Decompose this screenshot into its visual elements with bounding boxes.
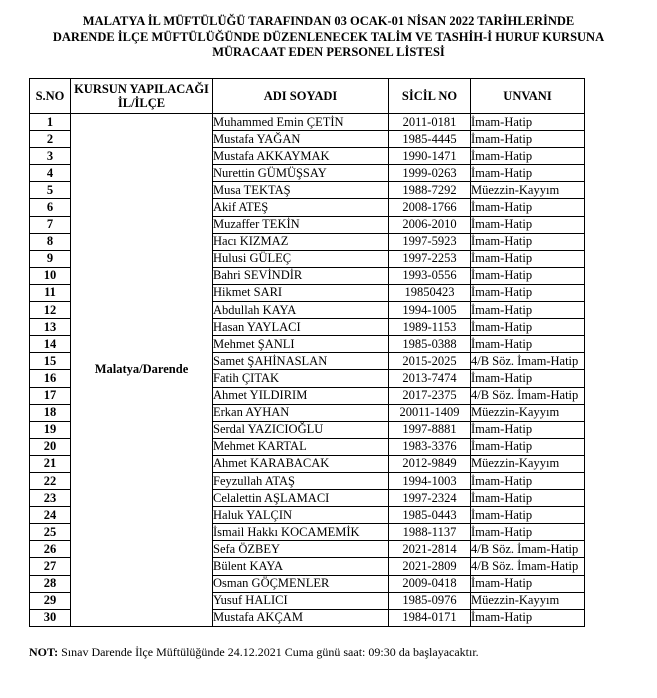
- cell-unvan: Müezzin-Kayyım: [471, 404, 585, 421]
- cell-sno: 20: [30, 438, 71, 455]
- cell-name: Abdullah KAYA: [213, 302, 389, 319]
- cell-unvan: İmam-Hatip: [471, 199, 585, 216]
- cell-sno: 22: [30, 472, 71, 489]
- cell-sno: 21: [30, 455, 71, 472]
- cell-sno: 14: [30, 336, 71, 353]
- header-location-line-1: KURSUN YAPILACAĞI: [74, 82, 209, 96]
- cell-name: Yusuf HALICI: [213, 592, 389, 609]
- cell-name: Mustafa AKÇAM: [213, 609, 389, 626]
- cell-location: Malatya/Darende: [71, 114, 213, 627]
- cell-name: Erkan AYHAN: [213, 404, 389, 421]
- header-sicil: SİCİL NO: [389, 79, 471, 114]
- cell-unvan: 4/B Söz. İmam-Hatip: [471, 541, 585, 558]
- cell-sicil: 2006-2010: [389, 216, 471, 233]
- cell-sicil: 2017-2375: [389, 387, 471, 404]
- cell-sicil: 1999-0263: [389, 165, 471, 182]
- cell-sno: 16: [30, 370, 71, 387]
- cell-sicil: 2013-7474: [389, 370, 471, 387]
- cell-sicil: 1988-7292: [389, 182, 471, 199]
- cell-sno: 1: [30, 114, 71, 131]
- title-line-3: MÜRACAAT EDEN PERSONEL LİSTESİ: [212, 45, 445, 59]
- cell-unvan: 4/B Söz. İmam-Hatip: [471, 353, 585, 370]
- cell-name: Hasan YAYLACI: [213, 319, 389, 336]
- cell-sno: 9: [30, 250, 71, 267]
- cell-name: Mustafa AKKAYMAK: [213, 148, 389, 165]
- cell-unvan: İmam-Hatip: [471, 421, 585, 438]
- cell-sno: 23: [30, 490, 71, 507]
- cell-unvan: İmam-Hatip: [471, 216, 585, 233]
- cell-unvan: İmam-Hatip: [471, 267, 585, 284]
- header-location-line-2: İL/İLÇE: [117, 96, 166, 110]
- cell-sicil: 2015-2025: [389, 353, 471, 370]
- cell-unvan: İmam-Hatip: [471, 131, 585, 148]
- cell-sno: 27: [30, 558, 71, 575]
- cell-unvan: İmam-Hatip: [471, 609, 585, 626]
- cell-sno: 25: [30, 524, 71, 541]
- footnote-text: Sınav Darende İlçe Müftülüğünde 24.12.2021 Cuma günü saat: 09:30 da başlayacaktır.: [58, 645, 479, 659]
- cell-sicil: 2012-9849: [389, 455, 471, 472]
- cell-name: Musa TEKTAŞ: [213, 182, 389, 199]
- cell-name: Mehmet ŞANLI: [213, 336, 389, 353]
- cell-sno: 17: [30, 387, 71, 404]
- cell-sno: 8: [30, 233, 71, 250]
- cell-sno: 11: [30, 284, 71, 301]
- cell-name: Feyzullah ATAŞ: [213, 472, 389, 489]
- cell-sicil: 1990-1471: [389, 148, 471, 165]
- cell-name: Fatih ÇITAK: [213, 370, 389, 387]
- cell-unvan: İmam-Hatip: [471, 507, 585, 524]
- cell-name: Bülent KAYA: [213, 558, 389, 575]
- cell-unvan: İmam-Hatip: [471, 575, 585, 592]
- cell-sicil: 2009-0418: [389, 575, 471, 592]
- cell-sno: 15: [30, 353, 71, 370]
- cell-unvan: İmam-Hatip: [471, 319, 585, 336]
- cell-sicil: 20011-1409: [389, 404, 471, 421]
- cell-sicil: 1985-0443: [389, 507, 471, 524]
- cell-unvan: 4/B Söz. İmam-Hatip: [471, 387, 585, 404]
- cell-unvan: Müezzin-Kayyım: [471, 592, 585, 609]
- header-name: ADI SOYADI: [213, 79, 389, 114]
- title-line-2: DARENDE İLÇE MÜFTÜLÜĞÜNDE DÜZENLENECEK TALİM VE TASHİH-İ HURUF KURSUNA: [52, 29, 605, 44]
- cell-unvan: İmam-Hatip: [471, 524, 585, 541]
- cell-sicil: 1984-0171: [389, 609, 471, 626]
- personnel-table: [29, 78, 585, 627]
- cell-unvan: İmam-Hatip: [471, 336, 585, 353]
- header-location: [71, 79, 213, 114]
- cell-sicil: 2011-0181: [389, 114, 471, 131]
- cell-sno: 28: [30, 575, 71, 592]
- table-header-row: [30, 79, 585, 114]
- cell-unvan: İmam-Hatip: [471, 148, 585, 165]
- cell-name: Sefa ÖZBEY: [213, 541, 389, 558]
- cell-sicil: 2008-1766: [389, 199, 471, 216]
- cell-name: Nurettin GÜMÜŞSAY: [213, 165, 389, 182]
- cell-sicil: 1997-5923: [389, 233, 471, 250]
- cell-name: Samet ŞAHİNASLAN: [213, 353, 389, 370]
- cell-sno: 19: [30, 421, 71, 438]
- cell-sno: 7: [30, 216, 71, 233]
- cell-name: Muhammed Emin ÇETİN: [213, 114, 389, 131]
- cell-unvan: İmam-Hatip: [471, 370, 585, 387]
- cell-sicil: 1994-1003: [389, 472, 471, 489]
- cell-name: Mehmet KARTAL: [213, 438, 389, 455]
- cell-name: Haluk YALÇIN: [213, 507, 389, 524]
- cell-sno: 26: [30, 541, 71, 558]
- footnote: [29, 645, 479, 660]
- cell-sicil: 1985-0976: [389, 592, 471, 609]
- title-line-1: MALATYA İL MÜFTÜLÜĞÜ TARAFINDAN 03 OCAK-01 NİSAN 2022 TARİHLERİNDE: [82, 14, 575, 28]
- cell-name: Mustafa YAĞAN: [213, 131, 389, 148]
- cell-sno: 2: [30, 131, 71, 148]
- cell-sicil: 1985-0388: [389, 336, 471, 353]
- cell-unvan: İmam-Hatip: [471, 490, 585, 507]
- cell-sicil: 1997-2253: [389, 250, 471, 267]
- cell-name: Ahmet YILDIRIM: [213, 387, 389, 404]
- cell-sno: 24: [30, 507, 71, 524]
- cell-name: Serdal YAZICIOĞLU: [213, 421, 389, 438]
- cell-unvan: İmam-Hatip: [471, 250, 585, 267]
- cell-unvan: 4/B Söz. İmam-Hatip: [471, 558, 585, 575]
- cell-sno: 29: [30, 592, 71, 609]
- cell-sno: 3: [30, 148, 71, 165]
- header-unvan: UNVANI: [471, 79, 585, 114]
- cell-sno: 10: [30, 267, 71, 284]
- cell-name: Hacı KIZMAZ: [213, 233, 389, 250]
- cell-sno: 18: [30, 404, 71, 421]
- header-sno: S.NO: [30, 79, 71, 114]
- cell-unvan: İmam-Hatip: [471, 438, 585, 455]
- cell-name: Akif ATEŞ: [213, 199, 389, 216]
- cell-sicil: 1988-1137: [389, 524, 471, 541]
- cell-sicil: 1983-3376: [389, 438, 471, 455]
- cell-unvan: Müezzin-Kayyım: [471, 455, 585, 472]
- cell-name: Ahmet KARABACAK: [213, 455, 389, 472]
- cell-sno: 13: [30, 319, 71, 336]
- cell-unvan: İmam-Hatip: [471, 302, 585, 319]
- cell-sno: 5: [30, 182, 71, 199]
- table-row: [30, 114, 585, 131]
- cell-sicil: 1994-1005: [389, 302, 471, 319]
- cell-name: Hikmet SARI: [213, 284, 389, 301]
- cell-unvan: Müezzin-Kayyım: [471, 182, 585, 199]
- cell-sicil: 1993-0556: [389, 267, 471, 284]
- cell-sno: 6: [30, 199, 71, 216]
- cell-name: Bahri SEVİNDİR: [213, 267, 389, 284]
- cell-sicil: 2021-2814: [389, 541, 471, 558]
- cell-name: Celalettin AŞLAMACI: [213, 490, 389, 507]
- footnote-label: NOT:: [29, 645, 59, 659]
- cell-unvan: İmam-Hatip: [471, 165, 585, 182]
- cell-unvan: İmam-Hatip: [471, 284, 585, 301]
- document-title: [0, 14, 657, 61]
- cell-sno: 4: [30, 165, 71, 182]
- cell-name: Muzaffer TEKİN: [213, 216, 389, 233]
- cell-name: İsmail Hakkı KOCAMEMİK: [213, 524, 389, 541]
- cell-unvan: İmam-Hatip: [471, 472, 585, 489]
- cell-unvan: İmam-Hatip: [471, 233, 585, 250]
- cell-sicil: 2021-2809: [389, 558, 471, 575]
- cell-sno: 30: [30, 609, 71, 626]
- cell-sicil: 1997-2324: [389, 490, 471, 507]
- cell-unvan: İmam-Hatip: [471, 114, 585, 131]
- cell-name: Osman GÖÇMENLER: [213, 575, 389, 592]
- cell-sicil: 19850423: [389, 284, 471, 301]
- cell-sicil: 1989-1153: [389, 319, 471, 336]
- cell-name: Hulusi GÜLEÇ: [213, 250, 389, 267]
- cell-sicil: 1997-8881: [389, 421, 471, 438]
- cell-sicil: 1985-4445: [389, 131, 471, 148]
- cell-sno: 12: [30, 302, 71, 319]
